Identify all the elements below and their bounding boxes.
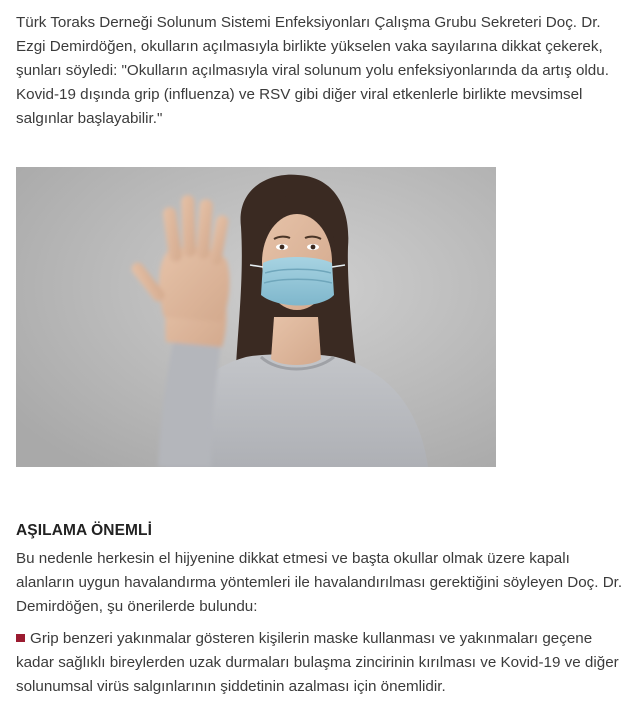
list-item [16,627,632,699]
article-photo [16,167,496,467]
woman-with-mask-raising-hand-image [16,167,496,467]
section-heading: AŞILAMA ÖNEMLİ [16,522,153,539]
bullet-square-icon [16,634,25,642]
section-paragraph: Bu nedenle herkesin el hijyenine dikkat etmesi ve başta okullar olmak üzere kapalı alanların uygun havalandırma yöntemleri ile havalandırılması gerektiğini söyleyen Doç. Dr. Demirdöğen, şu önerilerde bulundu: [16,550,623,615]
intro-paragraph: Türk Toraks Derneği Solunum Sistemi Enfeksiyonları Çalışma Grubu Sekreteri Doç. Dr. Ezgi Demirdöğen, okulların açılmasıyla birlikte yükselen vaka sayılarına dikkat çekerek, şunları söyledi: "Okulların açılmasıyla viral solunum yolu enfeksiyonlarında da artış oldu. Kovid-19 dışında grip (influenza) ve RSV gibi diğer viral etkenlerle birlikte mevsimsel salgınlar başlayabilir." [16,14,609,127]
bullet-text: Grip benzeri yakınmalar gösteren kişilerin maske kullanması ve yakınmaları geçene kadar sağlıklı bireylerden uzak durmaları bulaşma zincirinin kırılması ve Kovid-19 ve diğer solunumsal virüs salgınlarının şiddetinin azalması için önemlidir. [16,630,619,695]
